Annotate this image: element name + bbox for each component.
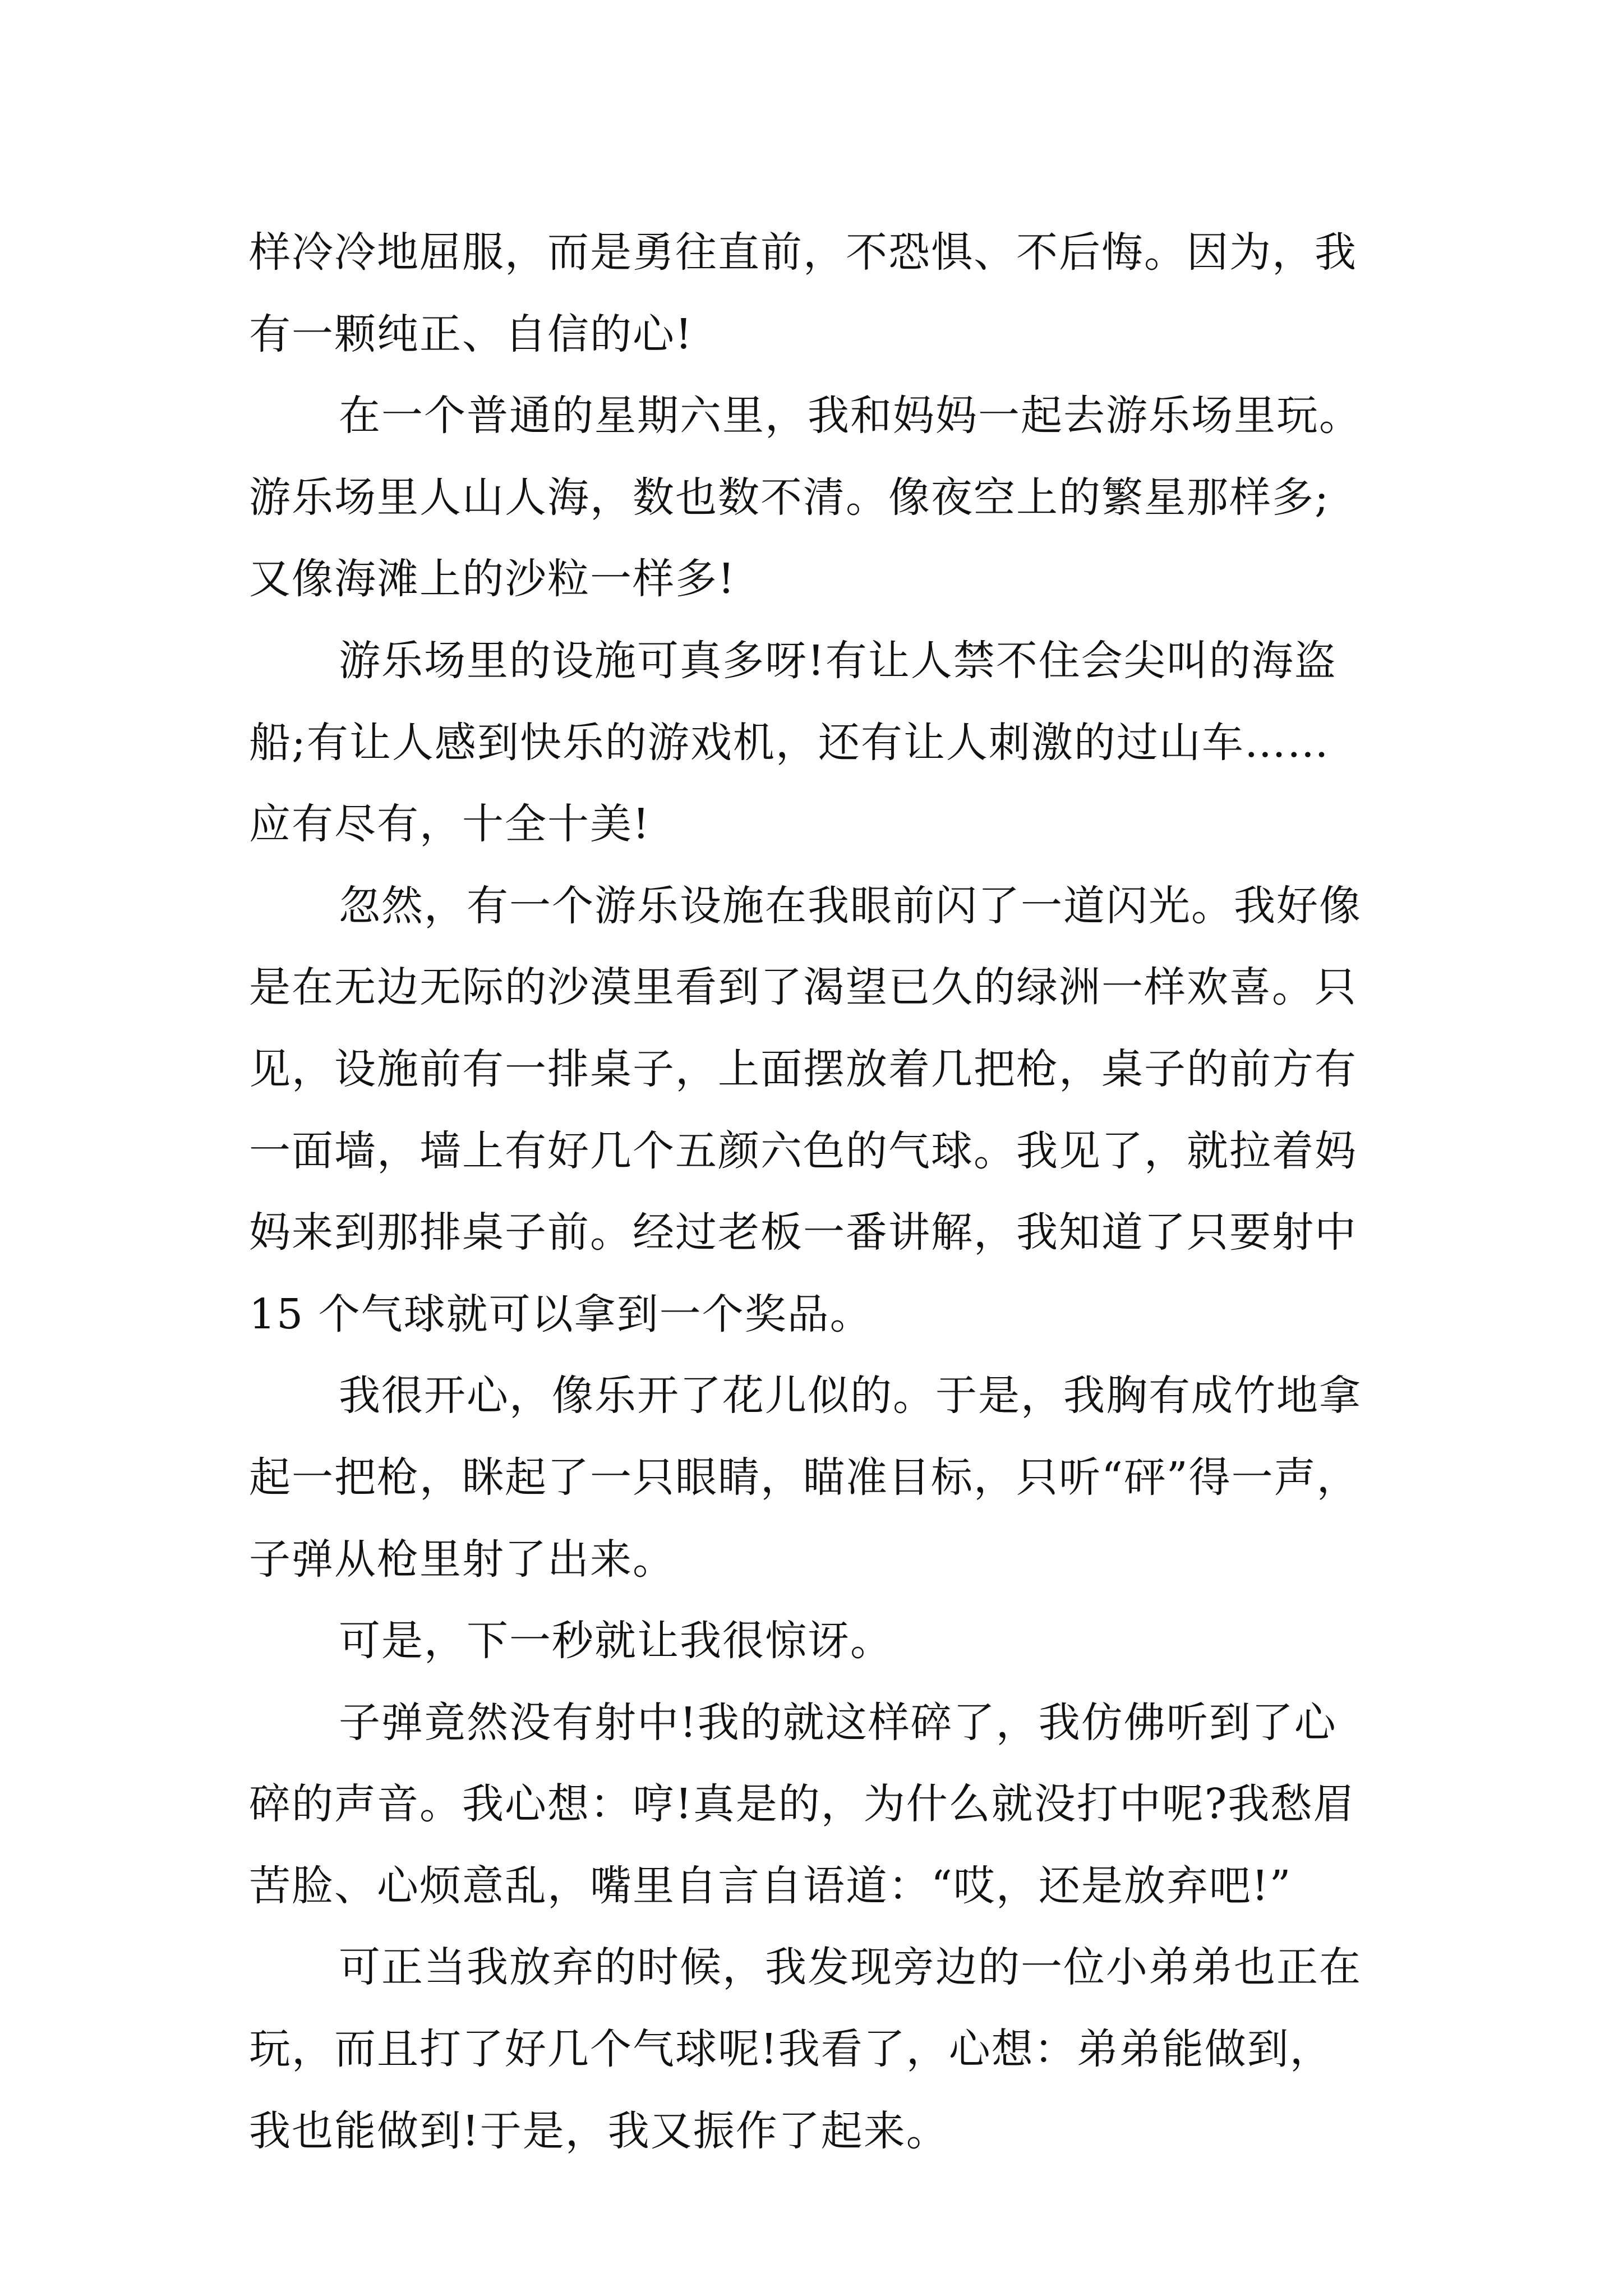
text-line: 忽然，有一个游乐设施在我眼前闪了一道闪光。我好像 <box>339 881 1362 930</box>
text-line: 可是，下一秒就让我很惊讶。 <box>339 1617 893 1665</box>
body-text <box>249 212 1393 2172</box>
text-line: 碎的声音。我心想：哼!真是的，为什么就没打中呢?我愁眉 <box>249 1780 1356 1829</box>
text-line: 可正当我放弃的时候，我发现旁边的一位小弟弟也正在 <box>339 1943 1362 1992</box>
text-line: 我很开心，像乐开了花儿似的。于是，我胸有成竹地拿 <box>339 1372 1362 1420</box>
text-line: 在一个普通的星期六里，我和妈妈一起去游乐场里玩。 <box>339 392 1362 440</box>
text-line: 是在无边无际的沙漠里看到了渴望已久的绿洲一样欢喜。只 <box>249 963 1357 1012</box>
text-line: 应有尽有，十全十美! <box>249 800 651 849</box>
text-line: 样冷冷地屈服，而是勇往直前，不恐惧、不后悔。因为，我 <box>249 228 1357 277</box>
text-line: 我也能做到!于是，我又振作了起来。 <box>249 2106 949 2155</box>
text-line: 游乐场里人山人海，数也数不清。像夜空上的繁星那样多; <box>249 473 1330 522</box>
text-line: 一面墙，墙上有好几个五颜六色的气球。我见了，就拉着妈 <box>249 1126 1357 1175</box>
text-line: 15 个气球就可以拿到一个奖品。 <box>249 1290 873 1338</box>
text-line: 玩，而且打了好几个气球呢!我看了，心想：弟弟能做到， <box>249 2025 1332 2074</box>
text-line: 起一把枪，眯起了一只眼睛，瞄准目标，只听“砰”得一声， <box>249 1453 1359 1502</box>
text-line: 又像海滩上的沙粒一样多! <box>249 555 736 604</box>
text-line: 船;有让人感到快乐的游戏机，还有让人刺激的过山车…… <box>249 718 1330 767</box>
text-line: 子弹从枪里射了出来。 <box>249 1535 675 1584</box>
text-line: 苦脸、心烦意乱，嘴里自言自语道：“哎，还是放弃吧!” <box>249 1861 1292 1910</box>
text-line: 见，设施前有一排桌子，上面摆放着几把枪，桌子的前方有 <box>249 1045 1357 1093</box>
text-line: 妈来到那排桌子前。经过老板一番讲解，我知道了只要射中 <box>249 1208 1357 1257</box>
text-line: 有一颗纯正、自信的心! <box>249 310 693 358</box>
text-line: 游乐场里的设施可真多呀!有让人禁不住会尖叫的海盗 <box>339 636 1337 685</box>
text-line: 子弹竟然没有射中!我的就这样碎了，我仿佛听到了心 <box>339 1698 1337 1747</box>
